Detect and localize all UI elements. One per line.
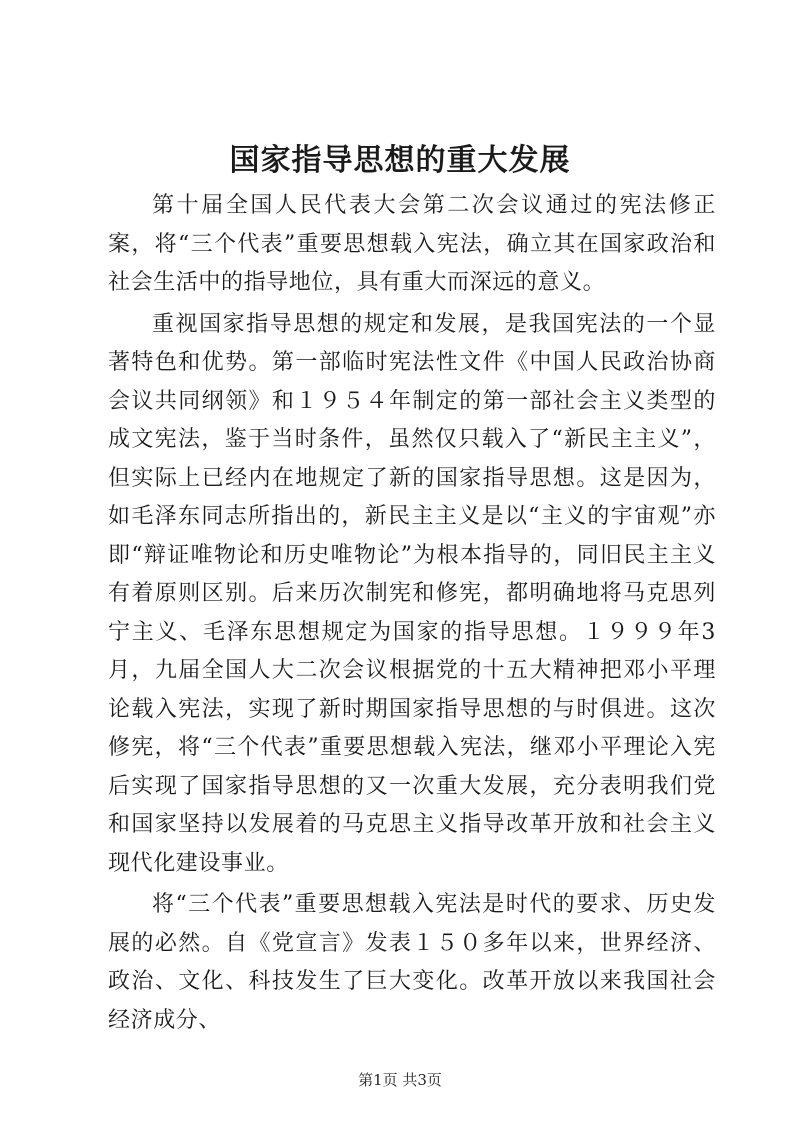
document-title: 国家指导思想的重大发展 <box>229 143 571 178</box>
page-footer: 第1页 共3页 <box>358 1071 442 1089</box>
paragraph-1: 第十届全国人民代表大会第二次会议通过的宪法修正案，将“三个代表”重要思想载入宪法，确立其在国家政治和社会生活中的指导地位，具有重大而深远的意义。 <box>108 193 716 295</box>
paragraph-2: 重视国家指导思想的规定和发展，是我国宪法的一个显著特色和优势。第一部临时宪法性文件《中国人民政治协商会议共同纲领》和１９５４年制定的第一部社会主义类型的成文宪法，鉴于当时条件，虽然仅只载入了“新民主主义”，但实际上已经内在地规定了新的国家指导思想。这是因为，如毛泽东同志所指出的，新民主主义是以“主义的宇宙观”亦即“辩证唯物论和历史唯物论”为根本指导的，同旧民主主义有着原则区别。后来历次制宪和修宪，都明确地将马克思列宁主义、毛泽东思想规定为国家的指导思想。１９９９年3月，九届全国人大二次会议根据党的十五大精神把邓小平理论载入宪法，实现了新时期国家指导思想的与时俱进。这次修宪，将“三个代表”重要思想载入宪法，继邓小平理论入宪后实现了国家指导思想的又一次重大发展，充分表明我们党和国家坚持以发展着的马克思主义指导改革开放和社会主义现代化建设事业。 <box>108 311 716 876</box>
paragraph-3: 将“三个代表”重要思想载入宪法是时代的要求、历史发展的必然。自《党宣言》发表１５０多年以来，世界经济、政治、文化、科技发生了巨大变化。改革开放以来我国社会经济成分、 <box>108 892 716 1033</box>
document-body <box>108 187 716 1040</box>
